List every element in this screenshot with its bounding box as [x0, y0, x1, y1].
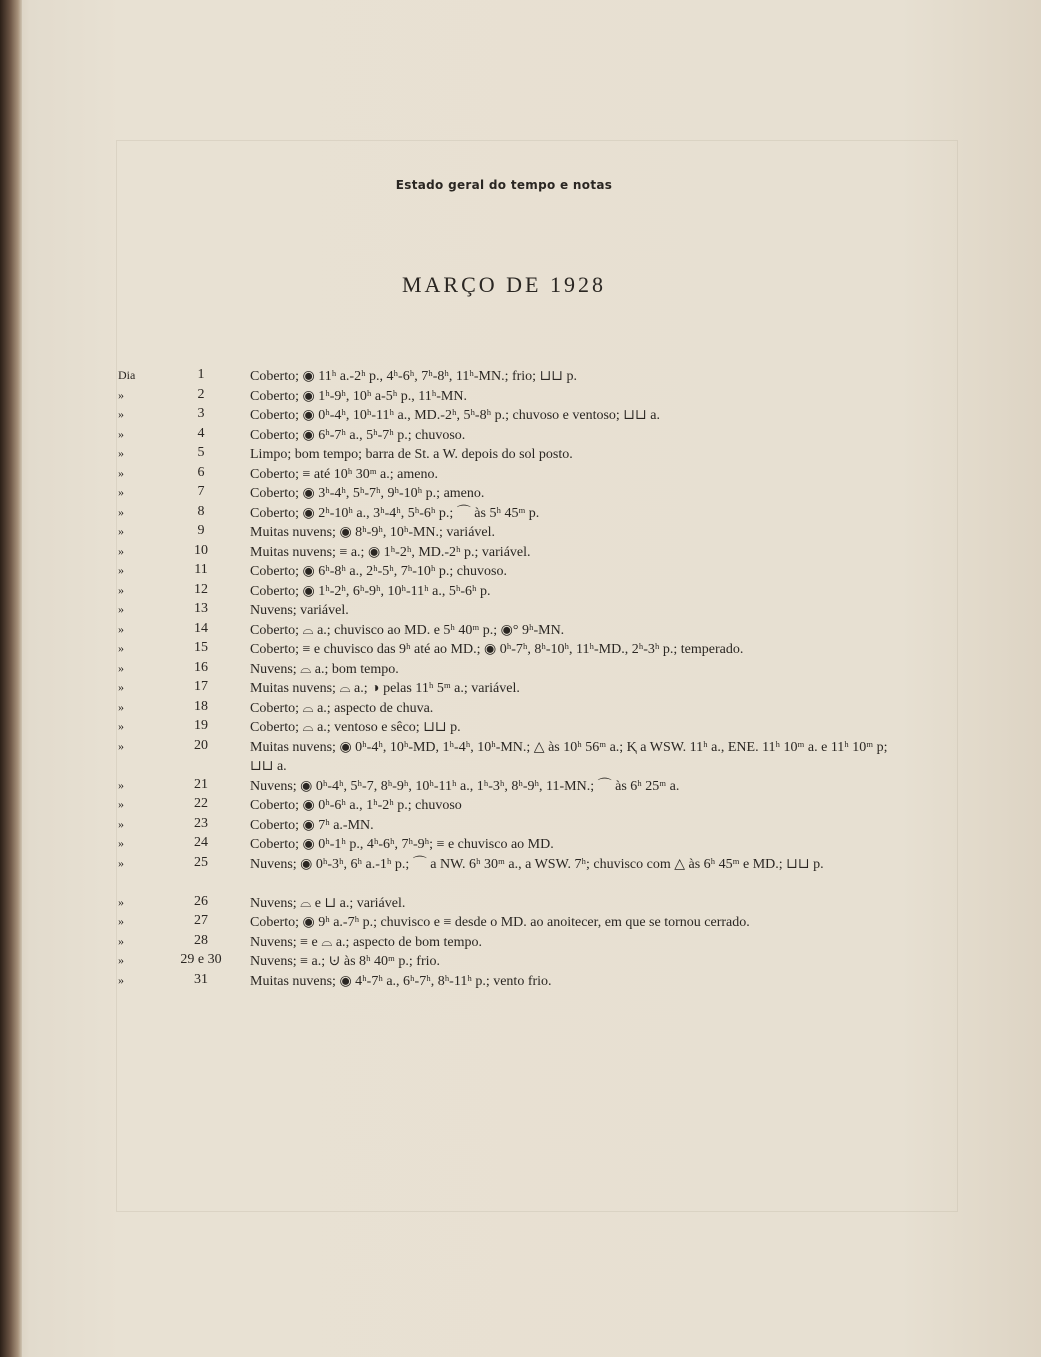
day-number: 25 [194, 854, 208, 870]
day-number: 10 [194, 542, 208, 558]
day-number: 31 [194, 971, 208, 987]
log-row [0, 972, 1041, 992]
weather-note: Coberto; ◉ 7ʰ a.-MN. [250, 817, 374, 833]
day-number: 23 [194, 815, 208, 831]
day-number: 11 [194, 562, 208, 577]
log-row [0, 484, 1041, 504]
weather-note: Coberto; ⌓ a.; aspecto de chuva. [250, 700, 434, 716]
weather-note: Nuvens; ⌓ a.; bom tempo. [250, 661, 399, 677]
ditto-mark: » [118, 816, 124, 831]
day-number: 22 [194, 796, 208, 811]
day-number: 8 [197, 503, 205, 519]
day-number: 20 [194, 737, 208, 753]
day-number: 16 [194, 659, 208, 675]
log-row [0, 601, 1041, 621]
weather-note: Coberto; ≡ e chuvisco das 9ʰ até ao MD.; ◉ 0ʰ-7ʰ, 8ʰ-10ʰ, 11ʰ-MD., 2ʰ-3ʰ p.; temperado. [250, 642, 744, 657]
weather-note: Coberto; ◉ 0ʰ-1ʰ p., 4ʰ-6ʰ, 7ʰ-9ʰ; ≡ e chuvisco ao MD. [250, 837, 554, 852]
log-row [0, 367, 1041, 387]
ditto-mark: » [118, 602, 124, 616]
weather-note: Muitas nuvens; ≡ a.; ◉ 1ʰ-2ʰ, MD.-2ʰ p.; variável. [250, 544, 531, 560]
weather-note: Coberto; ◉ 0ʰ-4ʰ, 10ʰ-11ʰ a., MD.-2ʰ, 5ʰ-8ʰ p.; chuvoso e ventoso; ⊔⊔ a. [250, 408, 660, 423]
weather-note: Coberto; ◉ 6ʰ-7ʰ a., 5ʰ-7ʰ p.; chuvoso. [250, 427, 466, 443]
ditto-mark: » [118, 894, 124, 909]
weather-note: Coberto; ◉ 1ʰ-9ʰ, 10ʰ a-5ʰ p., 11ʰ-MN. [250, 388, 467, 404]
ditto-mark: » [118, 777, 124, 792]
day-number: 26 [194, 893, 208, 909]
weather-note: Nuvens; ≡ a.; ⊍ às 8ʰ 40ᵐ p.; frio. [250, 954, 440, 969]
day-number: 19 [194, 718, 208, 733]
day-number: 2 [197, 386, 205, 402]
weather-note: Muitas nuvens; ◉ 0ʰ-4ʰ, 10ʰ-MD, 1ʰ-4ʰ, 10ʰ-MN.; △ às 10ʰ 56ᵐ a.; Ⱪ a WSW. 11ʰ a., ENE. 11ʰ 10ᵐ a. e 11ʰ 10ᵐ p; ⊔⊔ a. [250, 739, 888, 774]
weather-note: Coberto; ◉ 2ʰ-10ʰ a., 3ʰ-4ʰ, 5ʰ-6ʰ p.; ⌒ às 5ʰ 45ᵐ p. [250, 505, 540, 521]
log-row [0, 894, 1041, 914]
day-number: 9 [197, 523, 205, 538]
day-number: 27 [194, 913, 208, 928]
day-number: 17 [194, 679, 208, 694]
day-number: 24 [194, 835, 208, 850]
ditto-mark: » [118, 933, 124, 948]
weather-note: Coberto; ◉ 6ʰ-8ʰ a., 2ʰ-5ʰ, 7ʰ-10ʰ p.; chuvoso. [250, 564, 507, 579]
weather-note: Nuvens; variável. [250, 603, 349, 618]
ditto-mark: » [118, 621, 124, 636]
log-row [0, 699, 1041, 719]
weather-note: Coberto; ◉ 11ʰ a.-2ʰ p., 4ʰ-6ʰ, 7ʰ-8ʰ, 11ʰ-MN.; frio; ⊔⊔ p. [250, 369, 578, 384]
day-number: 29 e 30 [180, 952, 222, 967]
day-number: 18 [194, 698, 208, 714]
ditto-mark: » [118, 953, 124, 967]
weather-note: Coberto; ◉ 3ʰ-4ʰ, 5ʰ-7ʰ, 9ʰ-10ʰ p.; ameno. [250, 486, 485, 501]
ditto-mark: » [118, 543, 124, 558]
ditto-mark: » [118, 719, 124, 733]
ditto-mark: » [118, 738, 124, 753]
ditto-mark: » [118, 641, 124, 655]
weather-note: Coberto; ◉ 0ʰ-6ʰ a., 1ʰ-2ʰ p.; chuvoso [250, 798, 462, 813]
ditto-mark: » [118, 563, 124, 577]
log-row [0, 582, 1041, 602]
log-row [0, 387, 1041, 407]
ditto-mark: » [118, 680, 124, 694]
day-number: 1 [197, 367, 205, 382]
log-row [0, 426, 1041, 446]
day-number: 4 [197, 425, 205, 441]
log-row [0, 406, 1041, 426]
weather-note: Coberto; ≡ até 10ʰ 30ᵐ a.; ameno. [250, 466, 438, 482]
weather-note: Muitas nuvens; ◉ 8ʰ-9ʰ, 10ʰ-MN.; variável. [250, 525, 496, 540]
day-number: 3 [197, 406, 205, 421]
ditto-mark: » [118, 914, 124, 928]
weather-note: Nuvens; ◉ 0ʰ-4ʰ, 5ʰ-7, 8ʰ-9ʰ, 10ʰ-11ʰ a., 1ʰ-3ʰ, 8ʰ-9ʰ, 11-MN.; ⌒ às 6ʰ 25ᵐ a. [250, 778, 680, 794]
ditto-mark: » [118, 485, 124, 499]
day-number: 28 [194, 932, 208, 948]
log-row [0, 445, 1041, 465]
ditto-mark: » [118, 582, 124, 597]
ditto-mark: » [118, 836, 124, 850]
section-header: Estado geral do tempo e notas [395, 178, 613, 192]
weather-log [0, 367, 1041, 991]
day-number: 13 [194, 601, 208, 616]
weather-note: Nuvens; ⌓ e ⊔ a.; variável. [250, 895, 406, 911]
day-number: 5 [197, 445, 205, 460]
ditto-mark: » [118, 465, 124, 480]
log-row [0, 738, 1041, 777]
weather-note: Coberto; ◉ 9ʰ a.-7ʰ p.; chuvisco e ≡ desde o MD. ao anoitecer, em que se tornou cerrado. [250, 915, 750, 930]
day-number: 15 [194, 640, 208, 655]
ditto-mark: » [118, 972, 124, 987]
weather-note: Nuvens; ◉ 0ʰ-3ʰ, 6ʰ a.-1ʰ p.; ⌒ a NW. 6ʰ 30ᵐ a., a WSW. 7ʰ; chuvisco com △ às 6ʰ 45ᵐ e MD.; ⊔⊔ p. [250, 856, 824, 872]
weather-note: Coberto; ⌓ a.; chuvisco ao MD. e 5ʰ 40ᵐ p.; ◉° 9ʰ-MN. [250, 622, 565, 638]
ditto-mark: » [118, 387, 124, 402]
log-row [0, 523, 1041, 543]
log-row [0, 660, 1041, 680]
ditto-mark: » [118, 446, 124, 460]
weather-note: Muitas nuvens; ◉ 4ʰ-7ʰ a., 6ʰ-7ʰ, 8ʰ-11ʰ p.; vento frio. [250, 973, 552, 989]
log-row [0, 543, 1041, 563]
weather-note: Limpo; bom tempo; barra de St. a W. depois do sol posto. [250, 447, 573, 462]
log-row [0, 952, 1041, 972]
weather-note: Nuvens; ≡ e ⌓ a.; aspecto de bom tempo. [250, 934, 483, 950]
log-row [0, 816, 1041, 836]
ditto-mark: Dia [118, 368, 136, 382]
log-row [0, 796, 1041, 816]
weather-note: Muitas nuvens; ⌓ a.; ◑ pelas 11ʰ 5ᵐ a.; variável. [250, 681, 520, 696]
day-number: 7 [197, 484, 205, 499]
ditto-mark: » [118, 855, 124, 870]
log-row [0, 835, 1041, 855]
day-number: 12 [194, 581, 208, 597]
log-row [0, 933, 1041, 953]
log-row [0, 777, 1041, 797]
page-title: MARÇO DE 1928 [401, 272, 606, 297]
log-row [0, 562, 1041, 582]
log-row [0, 913, 1041, 933]
ditto-mark: » [118, 797, 124, 811]
log-row [0, 621, 1041, 641]
ditto-mark: » [118, 699, 124, 714]
ditto-mark: » [118, 407, 124, 421]
day-number: 21 [194, 776, 208, 792]
weather-note: Coberto; ⌓ a.; ventoso e sêco; ⊔⊔ p. [250, 720, 461, 735]
log-row [0, 855, 1041, 894]
log-row [0, 718, 1041, 738]
log-row [0, 465, 1041, 485]
ditto-mark: » [118, 426, 124, 441]
day-number: 6 [197, 464, 205, 480]
ditto-mark: » [118, 524, 124, 538]
log-row [0, 679, 1041, 699]
ditto-mark: » [118, 660, 124, 675]
log-row [0, 640, 1041, 660]
ditto-mark: » [118, 504, 124, 519]
weather-note: Coberto; ◉ 1ʰ-2ʰ, 6ʰ-9ʰ, 10ʰ-11ʰ a., 5ʰ-6ʰ p. [250, 583, 491, 599]
day-number: 14 [194, 620, 208, 636]
log-row [0, 504, 1041, 524]
